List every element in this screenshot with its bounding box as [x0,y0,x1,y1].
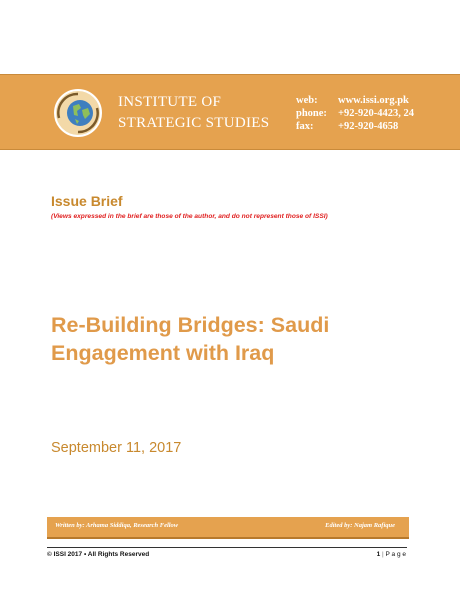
contact-web-label: web: [296,95,318,106]
footer-divider [47,547,407,548]
page-number [377,551,406,558]
contact-phone [296,107,414,120]
copyright-text: © ISSI 2017 • All Rights Reserved [47,551,150,558]
contact-fax-value: +92-920-4658 [338,121,399,132]
document-title-line2: Engagement with Iraq [51,341,275,365]
contact-web-value: www.issi.org.pk [338,95,409,106]
issue-brief-heading: Issue Brief [51,193,123,209]
contact-fax [296,120,414,133]
document-title-line1: Re-Building Bridges: Saudi [51,313,330,337]
institute-name-line2: STRATEGIC STUDIES [118,115,270,131]
written-by-text: Written by: Arhama Siddiqa, Research Fellow [55,522,179,529]
disclaimer-text: (Views expressed in the brief are those of the author, and do not represent those of ISSI) [51,213,328,220]
page-number-value: 1 [376,551,381,558]
author-bar [47,517,409,539]
contact-phone-label: phone: [296,108,327,119]
document-title [51,311,371,367]
globe-logo-icon [53,88,103,138]
header-banner [0,74,460,150]
institute-name-line1: INSTITUTE OF [118,94,222,110]
publication-date: September 11, 2017 [51,440,182,456]
contact-fax-label: fax: [296,121,314,132]
contact-phone-value: +92-920-4423, 24 [338,108,414,119]
contact-info [296,94,414,133]
contact-web [296,94,414,107]
page-label: P a g e [385,551,406,558]
institute-name [118,92,269,134]
page-number-separator: | [382,551,384,558]
edited-by-text: Edited by: Najam Rafique [325,522,395,529]
